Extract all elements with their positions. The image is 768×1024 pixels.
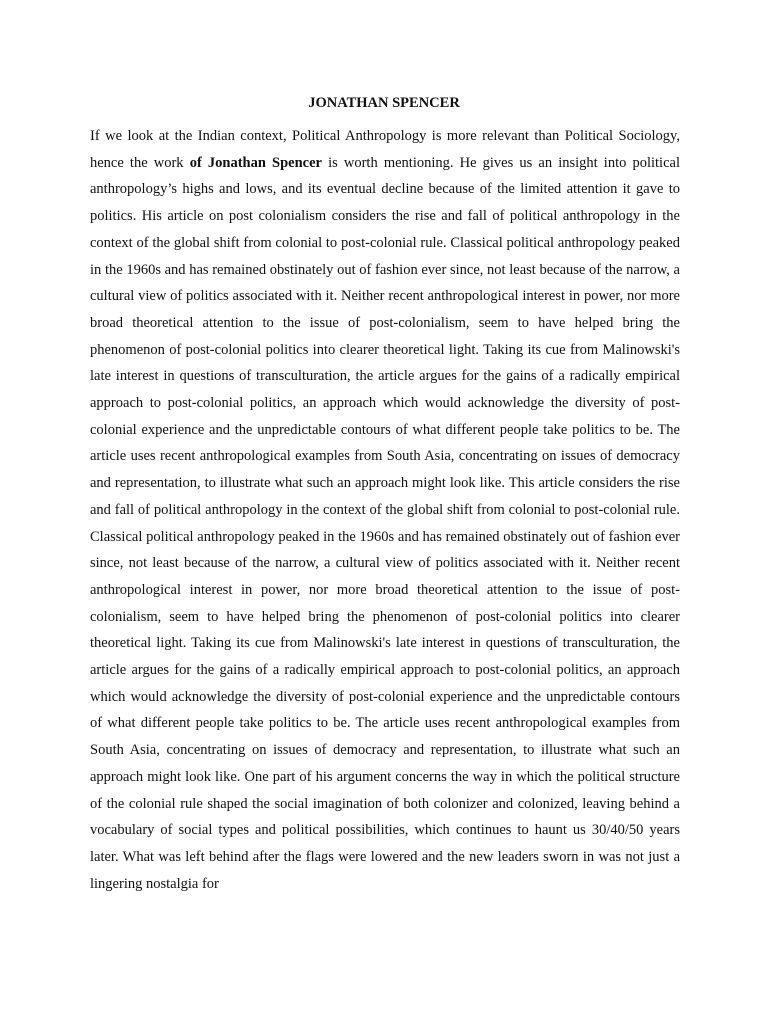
body-paragraph (90, 123, 680, 897)
paragraph-intro: If we look at the Indian context, Political Anthropology is more relevant than Political Sociology, hence the work (90, 128, 680, 171)
document-title: JONATHAN SPENCER (308, 95, 460, 111)
author-emphasis: of Jonathan Spencer (189, 154, 322, 171)
paragraph-continuation: is worth mentioning. He gives us an insight into political anthropology’s highs and lows, and its eventual decline because of the limited attention it gave to politics. His article on post colonialism considers the rise and fall of political anthropology in the context of the global shift from colonial to post-colonial rule. Classical political anthropology peaked in the 1960s and has remained obstinately out of fashion ever since, not least because of the narrow, a cultural view of politics associated with it. Neither recent anthropological interest in power, nor more broad theoretical attention to the issue of post-colonialism, seem to have helped bring the phenomenon of post-colonial politics into clearer theoretical light. Taking its cue from Malinowski's late interest in questions of transculturation, the article argues for the gains of a radically empirical approach to post-colonial politics, an approach which would acknowledge the diversity of post-colonial experience and the unpredictable contours of what different people take politics to be. The article uses recent anthropological examples from South Asia, concentrating on issues of democracy and representation, to illustrate what such an approach might look like. This article considers the rise and fall of political anthropology in the context of the global shift from colonial to post-colonial rule. Classical political anthropology peaked in the 1960s and has remained obstinately out of fashion ever since, not least because of the narrow, a cultural view of politics associated with it. Neither recent anthropological interest in power, nor more broad theoretical attention to the issue of post-colonialism, seem to have helped bring the phenomenon of post-colonial politics into clearer theoretical light. Taking its cue from Malinowski's late interest in questions of transculturation, the article argues for the gains of a radically empirical approach to post-colonial politics, an approach which would acknowledge the diversity of post-colonial experience and the unpredictable contours of what different people take politics to be. The article uses recent anthropological examples from South Asia, concentrating on issues of democracy and representation, to illustrate what such an approach might look like. One part of his argument concerns the way in which the political structure of the colonial rule shaped the social imagination of both colonizer and colonized, leaving behind a vocabulary of social types and political possibilities, which continues to haunt us 30/40/50 years later. What was left behind after the flags were lowered and the new leaders sworn in was not just a lingering nostalgia for (90, 154, 680, 892)
